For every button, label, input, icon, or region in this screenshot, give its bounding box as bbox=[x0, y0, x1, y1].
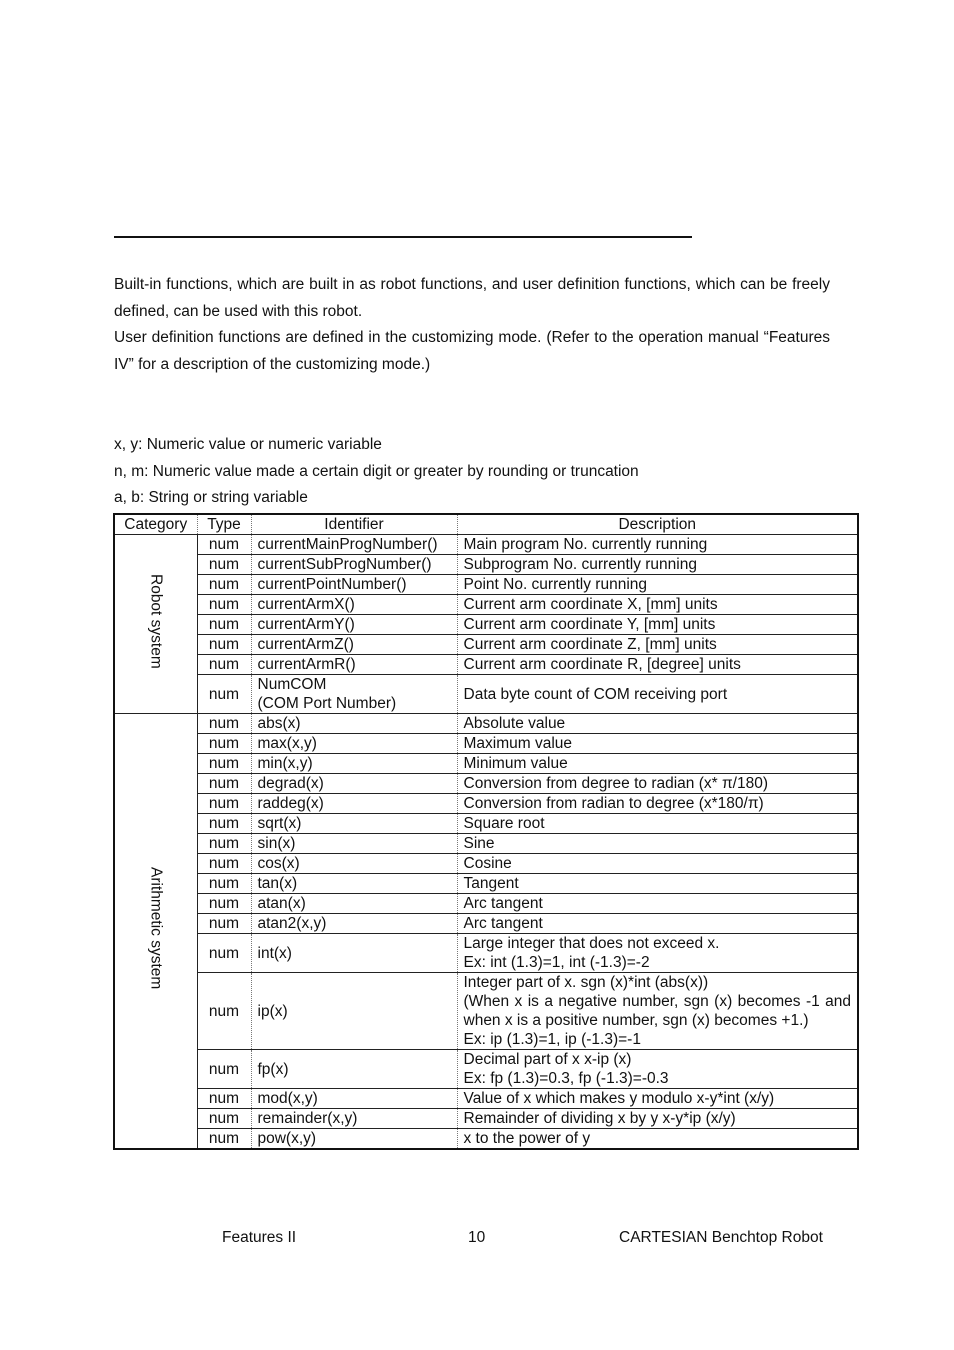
identifier-cell: currentPointNumber() bbox=[251, 575, 457, 595]
identifier-cell: int(x) bbox=[251, 934, 457, 973]
intro-paragraph-2: User definition functions are defined in the customizing mode. (Refer to the operation manual “Features IV” for a description of the customizing mode.) bbox=[114, 329, 830, 373]
table-row bbox=[114, 914, 858, 934]
type-cell: num bbox=[197, 934, 251, 973]
table-row bbox=[114, 814, 858, 834]
description-cell: x to the power of y bbox=[457, 1129, 858, 1150]
table-row bbox=[114, 714, 858, 734]
type-cell: num bbox=[197, 535, 251, 555]
header-description: Description bbox=[457, 514, 858, 535]
footer-manual-name: Features II bbox=[222, 1229, 297, 1246]
header-identifier: Identifier bbox=[251, 514, 457, 535]
table-row bbox=[114, 894, 858, 914]
category-label: Robot system bbox=[147, 574, 165, 669]
table-row bbox=[114, 555, 858, 575]
table-row bbox=[114, 1089, 858, 1109]
identifier-cell: cos(x) bbox=[251, 854, 457, 874]
identifier-cell: min(x,y) bbox=[251, 754, 457, 774]
identifier-cell: currentArmY() bbox=[251, 615, 457, 635]
section-rule bbox=[114, 236, 692, 238]
category-label: Arithmetic system bbox=[147, 867, 165, 990]
type-cell: num bbox=[197, 894, 251, 914]
type-cell: num bbox=[197, 814, 251, 834]
type-cell: num bbox=[197, 714, 251, 734]
type-cell: num bbox=[197, 555, 251, 575]
identifier-cell: sin(x) bbox=[251, 834, 457, 854]
table-row bbox=[114, 615, 858, 635]
identifier-cell: degrad(x) bbox=[251, 774, 457, 794]
description-cell: Absolute value bbox=[457, 714, 858, 734]
type-cell: num bbox=[197, 595, 251, 615]
identifier-cell: atan2(x,y) bbox=[251, 914, 457, 934]
identifier-cell: sqrt(x) bbox=[251, 814, 457, 834]
table-row bbox=[114, 754, 858, 774]
type-cell: num bbox=[197, 615, 251, 635]
description-cell: Square root bbox=[457, 814, 858, 834]
description-cell: Integer part of x. sgn (x)*int (abs(x)) (When x is a negative number, sgn (x) becomes -1 and when x is a positive number, sgn (x) becomes +1.) Ex: ip (1.3)=1, ip (-1.3)=-1 bbox=[457, 973, 858, 1050]
description-cell: Current arm coordinate R, [degree] units bbox=[457, 655, 858, 675]
type-cell: num bbox=[197, 874, 251, 894]
category-cell bbox=[114, 535, 197, 714]
table-row bbox=[114, 635, 858, 655]
type-cell: num bbox=[197, 834, 251, 854]
definition-xy: x, y: Numeric value or numeric variable bbox=[114, 436, 382, 453]
type-cell: num bbox=[197, 575, 251, 595]
description-cell: Sine bbox=[457, 834, 858, 854]
identifier-cell: raddeg(x) bbox=[251, 794, 457, 814]
description-cell: Conversion from radian to degree (x*180/π) bbox=[457, 794, 858, 814]
description-cell: Decimal part of x x-ip (x) Ex: fp (1.3)=0.3, fp (-1.3)=-0.3 bbox=[457, 1050, 858, 1089]
intro-text bbox=[114, 272, 830, 378]
table-row bbox=[114, 734, 858, 754]
type-cell: num bbox=[197, 655, 251, 675]
table-row bbox=[114, 934, 858, 973]
table-row bbox=[114, 874, 858, 894]
table-row bbox=[114, 973, 858, 1050]
description-cell: Subprogram No. currently running bbox=[457, 555, 858, 575]
table-row bbox=[114, 1050, 858, 1089]
type-cell: num bbox=[197, 1109, 251, 1129]
description-cell: Arc tangent bbox=[457, 894, 858, 914]
type-cell: num bbox=[197, 854, 251, 874]
description-cell: Main program No. currently running bbox=[457, 535, 858, 555]
description-cell: Cosine bbox=[457, 854, 858, 874]
identifier-cell: atan(x) bbox=[251, 894, 457, 914]
identifier-cell: currentArmZ() bbox=[251, 635, 457, 655]
identifier-cell: mod(x,y) bbox=[251, 1089, 457, 1109]
header-category: Category bbox=[114, 514, 197, 535]
table-row bbox=[114, 854, 858, 874]
definition-ab: a, b: String or string variable bbox=[114, 489, 308, 506]
intro-paragraph-1: Built-in functions, which are built in as robot functions, and user definition functions, which can be freely defined, can be used with this robot. bbox=[114, 276, 830, 320]
type-cell: num bbox=[197, 1089, 251, 1109]
type-cell: num bbox=[197, 675, 251, 714]
category-cell bbox=[114, 714, 197, 1150]
description-cell: Maximum value bbox=[457, 734, 858, 754]
table-row bbox=[114, 1109, 858, 1129]
description-cell: Large integer that does not exceed x. Ex: int (1.3)=1, int (-1.3)=-2 bbox=[457, 934, 858, 973]
header-type: Type bbox=[197, 514, 251, 535]
description-cell: Point No. currently running bbox=[457, 575, 858, 595]
footer-page-number: 10 bbox=[468, 1229, 486, 1246]
identifier-cell: remainder(x,y) bbox=[251, 1109, 457, 1129]
table-header-row bbox=[114, 514, 858, 535]
description-cell: Remainder of dividing x by y x-y*ip (x/y) bbox=[457, 1109, 858, 1129]
table-row bbox=[114, 794, 858, 814]
description-cell: Current arm coordinate Y, [mm] units bbox=[457, 615, 858, 635]
description-cell: Current arm coordinate X, [mm] units bbox=[457, 595, 858, 615]
function-table bbox=[113, 513, 859, 1150]
type-cell: num bbox=[197, 734, 251, 754]
description-cell: Value of x which makes y modulo x-y*int (x/y) bbox=[457, 1089, 858, 1109]
table-row bbox=[114, 575, 858, 595]
identifier-cell: ip(x) bbox=[251, 973, 457, 1050]
type-cell: num bbox=[197, 914, 251, 934]
type-cell: num bbox=[197, 1050, 251, 1089]
type-cell: num bbox=[197, 973, 251, 1050]
type-cell: num bbox=[197, 774, 251, 794]
description-cell: Conversion from degree to radian (x* π/180) bbox=[457, 774, 858, 794]
type-cell: num bbox=[197, 635, 251, 655]
identifier-cell: currentSubProgNumber() bbox=[251, 555, 457, 575]
identifier-cell: currentArmX() bbox=[251, 595, 457, 615]
table-row bbox=[114, 535, 858, 555]
identifier-cell: max(x,y) bbox=[251, 734, 457, 754]
identifier-cell: currentArmR() bbox=[251, 655, 457, 675]
identifier-cell: pow(x,y) bbox=[251, 1129, 457, 1150]
table-row bbox=[114, 595, 858, 615]
description-cell: Tangent bbox=[457, 874, 858, 894]
variable-definitions bbox=[114, 432, 639, 512]
type-cell: num bbox=[197, 794, 251, 814]
function-table-body bbox=[114, 535, 858, 1150]
definition-nm: n, m: Numeric value made a certain digit or greater by rounding or truncation bbox=[114, 462, 639, 480]
table-row bbox=[114, 655, 858, 675]
identifier-cell: abs(x) bbox=[251, 714, 457, 734]
table-row bbox=[114, 1129, 858, 1150]
table-row bbox=[114, 774, 858, 794]
type-cell: num bbox=[197, 754, 251, 774]
identifier-cell: fp(x) bbox=[251, 1050, 457, 1089]
identifier-cell: NumCOM (COM Port Number) bbox=[251, 675, 457, 714]
footer-product-name: CARTESIAN Benchtop Robot bbox=[619, 1229, 823, 1246]
description-cell: Current arm coordinate Z, [mm] units bbox=[457, 635, 858, 655]
description-cell: Minimum value bbox=[457, 754, 858, 774]
identifier-cell: currentMainProgNumber() bbox=[251, 535, 457, 555]
description-cell: Arc tangent bbox=[457, 914, 858, 934]
type-cell: num bbox=[197, 1129, 251, 1150]
table-row bbox=[114, 834, 858, 854]
identifier-cell: tan(x) bbox=[251, 874, 457, 894]
description-cell: Data byte count of COM receiving port bbox=[457, 675, 858, 714]
table-row bbox=[114, 675, 858, 714]
